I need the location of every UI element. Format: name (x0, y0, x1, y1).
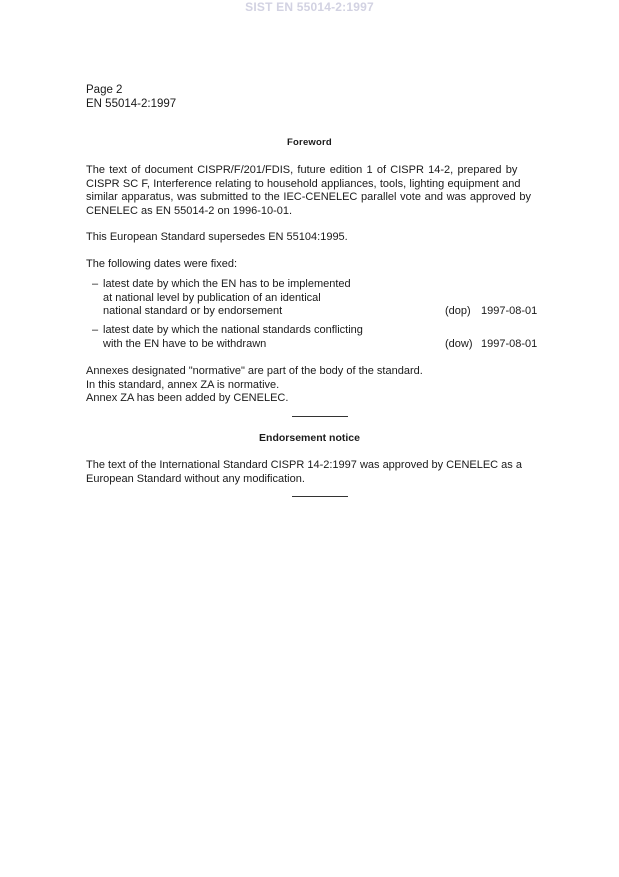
intro-line: The text of document CISPR/F/201/FDIS, future edition 1 of CISPR 14-2, prepared by (86, 164, 518, 176)
watermark: SIST EN 55014-2:1997 (245, 0, 374, 14)
date-item-line: national standard or by endorsement (103, 305, 283, 317)
endorsement-paragraph (86, 459, 556, 486)
section-divider (292, 416, 348, 417)
date-item-line: latest date by which the national standards conflicting (103, 324, 363, 336)
date-value: 1997-08-01 (481, 305, 538, 317)
date-item-line: with the EN have to be withdrawn (103, 337, 267, 350)
date-item-text (103, 324, 423, 351)
foreword-intro (86, 164, 556, 218)
foreword-heading: Foreword (287, 137, 332, 148)
page-number: Page 2 (86, 84, 123, 96)
dates-intro-text: The following dates were fixed: (86, 258, 238, 270)
annex-line: Annex ZA has been added by CENELEC. (86, 392, 289, 404)
date-item-line: at national level by publication of an identical (103, 291, 321, 304)
date-item-text (103, 278, 423, 319)
list-dash: – (92, 278, 99, 290)
date-item-line: latest date by which the EN has to be implemented (103, 278, 351, 290)
endorsement-line: The text of the International Standard CISPR 14-2:1997 was approved by CENELEC as a (86, 459, 522, 471)
document-id: EN 55014-2:1997 (86, 98, 177, 110)
intro-line: CENELEC as EN 55014-2 on 1996-10-01. (86, 204, 293, 217)
annex-line: Annexes designated "normative" are part of the body of the standard. (86, 365, 423, 377)
list-dash: – (92, 324, 99, 336)
intro-line: similar apparatus, was submitted to the IEC-CENELEC parallel vote and was approved by (86, 191, 531, 203)
page-header (86, 83, 176, 111)
date-code: (dop) (445, 305, 471, 317)
date-value: 1997-08-01 (481, 337, 538, 350)
intro-line: CISPR SC F, Interference relating to household appliances, tools, lighting equipment and (86, 177, 521, 190)
annex-line: In this standard, annex ZA is normative. (86, 378, 280, 391)
endorsement-heading: Endorsement notice (259, 432, 360, 444)
section-divider (292, 496, 348, 497)
date-code: (dow) (445, 337, 473, 350)
endorsement-line: European Standard without any modification. (86, 472, 305, 485)
dates-intro-paragraph (86, 258, 556, 272)
annex-paragraph (86, 365, 556, 406)
supersedes-paragraph (86, 231, 556, 245)
supersedes-text: This European Standard supersedes EN 55104:1995. (86, 231, 348, 243)
